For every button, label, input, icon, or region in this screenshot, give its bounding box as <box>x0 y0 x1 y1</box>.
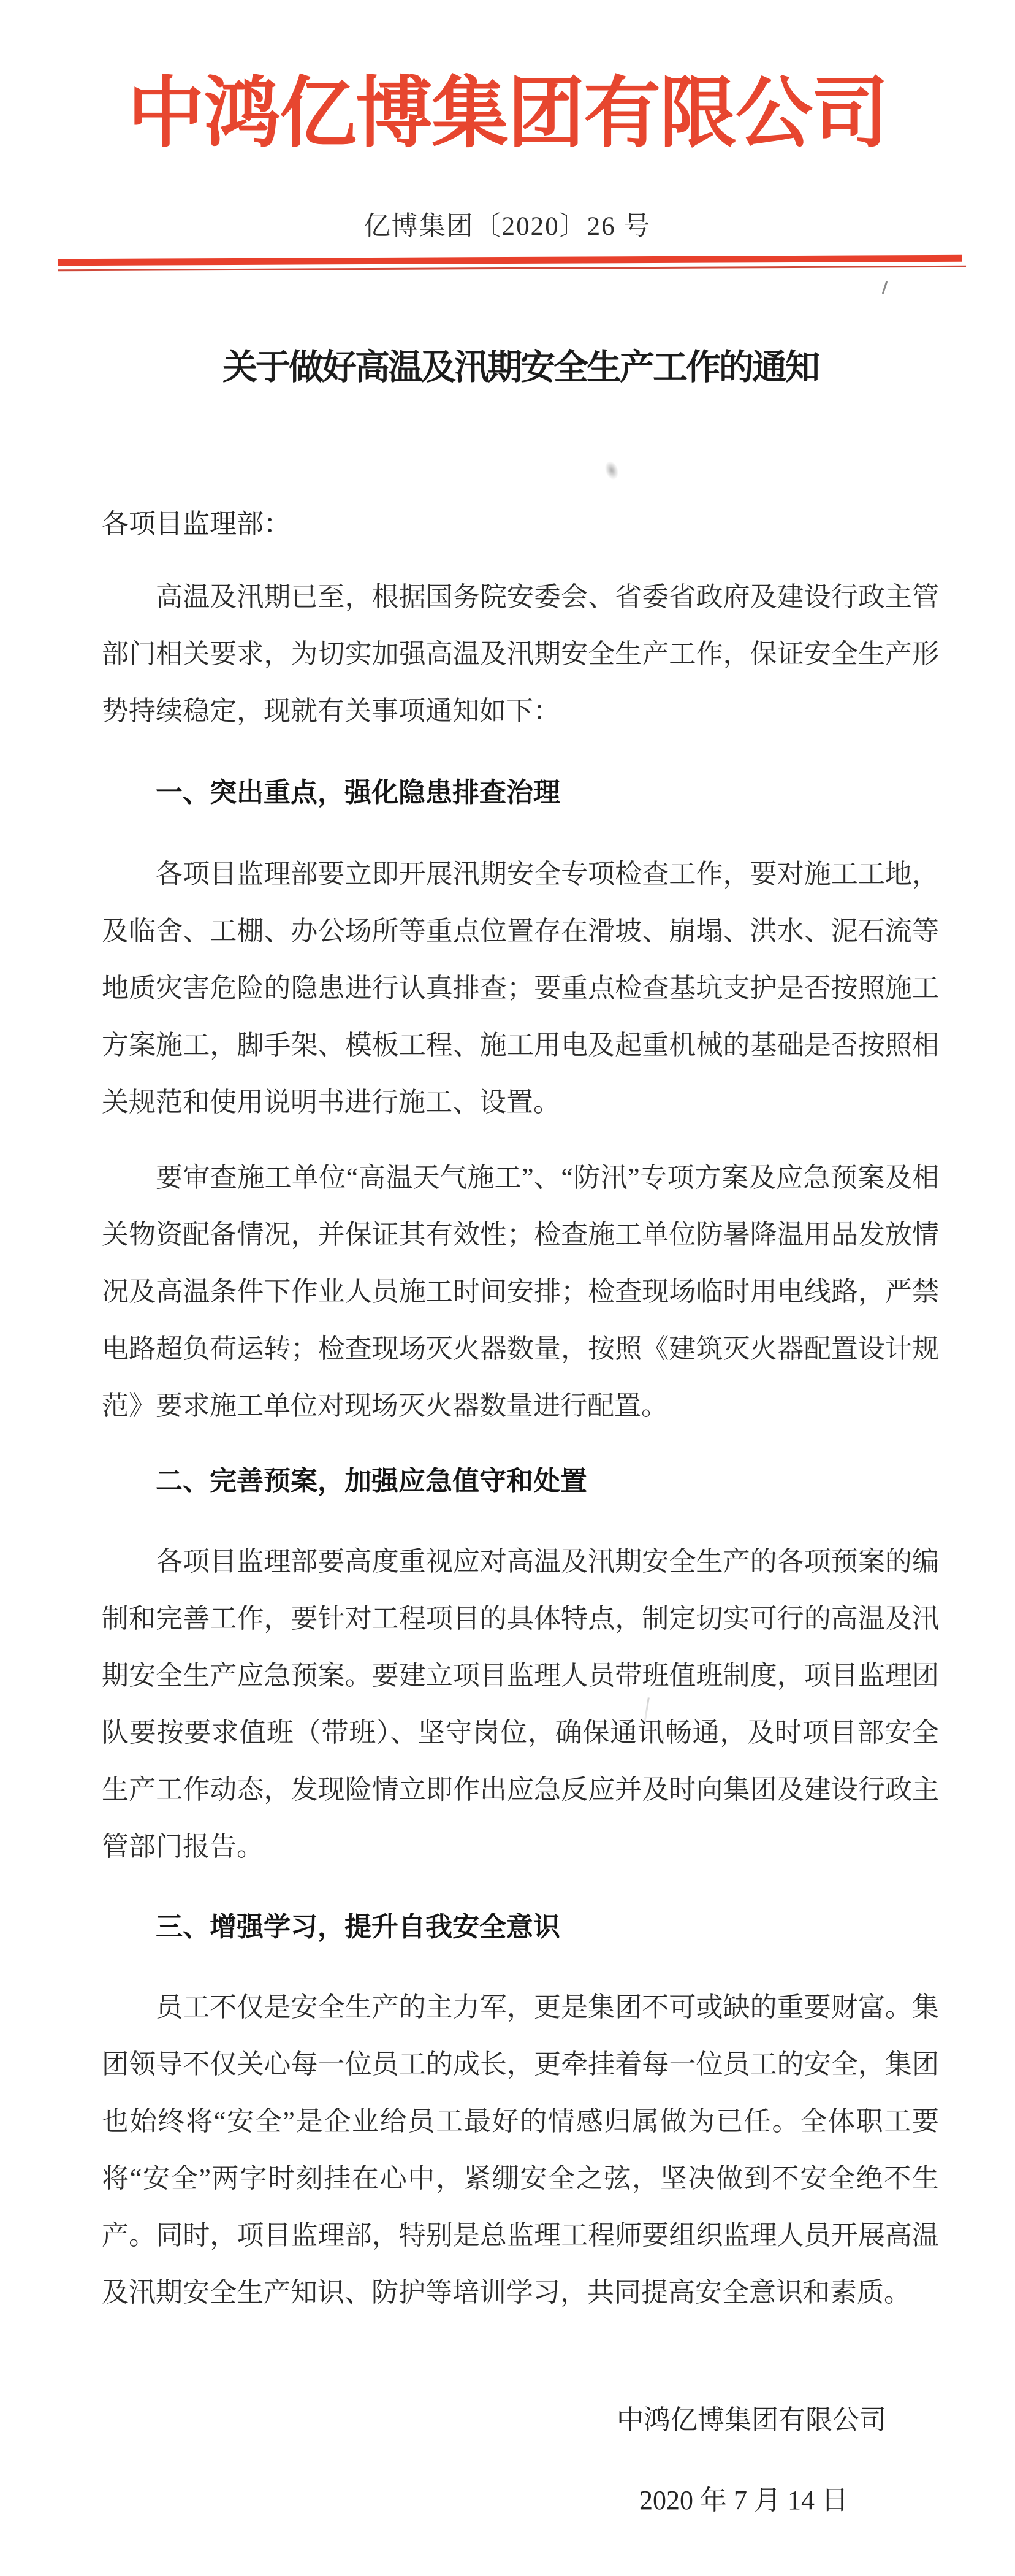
body-paragraph-intro: 高温及汛期已至，根据国务院安委会、省委省政府及建设行政主管部门相关要求，为切实加强高温及汛期安全生产工作，保证安全生产形势持续稳定，现就有关事项通知如下： <box>102 582 939 726</box>
red-separator-rule <box>58 255 962 271</box>
body-paragraph-inspection: 各项目监理部要立即开展汛期安全专项检查工作，要对施工工地，及临舍、工棚、办公场所等重点位置存在滑坡、崩塌、洪水、泥石流等地质灾害危险的隐患进行认真排查；要重点检查基坑支护是否按照施工方案施工，脚手架、模板工程、施工用电及起重机械的基础是否按照相关规范和使用说明书进行施工、设置。 <box>102 859 939 1117</box>
red-rule-thick <box>58 255 962 266</box>
scan-artifact-tick <box>882 281 888 294</box>
body-paragraph-review: 要审查施工单位“高温天气施工”、“防汛”专项方案及应急预案及相关物资配备情况，并保证其有效性；检查施工单位防暑降温用品发放情况及高温条件下作业人员施工时间安排；检查现场临时用电线路，严禁电路超负荷运转；检查现场灭火器数量，按照《建筑灭火器配置设计规范》要求施工单位对现场灭火器数量进行配置。 <box>102 1163 939 1421</box>
red-rule-thin <box>58 266 966 271</box>
document-body <box>102 343 939 2529</box>
signature-date: 2020 年 7 月 14 日 <box>639 2485 848 2515</box>
letterhead-company-name: 中鸿亿博集团有限公司 <box>127 72 888 157</box>
section-heading-3: 三、增强学习，提升自我安全意识 <box>156 1912 560 1942</box>
section-heading-2: 二、完善预案，加强应急值守和处置 <box>156 1466 587 1496</box>
body-paragraph-emergency-plan: 各项目监理部要高度重视应对高温及汛期安全生产的各项预案的编制和完善工作，要针对工程项目的具体特点，制定切实可行的高温及汛期安全生产应急预案。要建立项目监理人员带班值班制度，项目监理团队要按要求值班（带班）、坚守岗位，确保通讯畅通，及时项目部安全生产工作动态，发现险情立即作出应急反应并及时向集团及建设行政主管部门报告。 <box>102 1546 939 1862</box>
document-number: 亿博集团〔2020〕26 号 <box>363 212 652 241</box>
salutation: 各项目监理部： <box>102 509 291 539</box>
document-title: 关于做好高温及汛期安全生产工作的通知 <box>222 348 818 387</box>
section-heading-1: 一、突出重点，强化隐患排查治理 <box>156 778 560 808</box>
body-paragraph-training: 员工不仅是安全生产的主力军，更是集团不可或缺的重要财富。集团领导不仅关心每一位员工的成长，更牵挂着每一位员工的安全，集团也始终将“安全”是企业给员工最好的情感归属做为已任。全体职工要将“安全”两字时刻挂在心中，紧绷安全之弦，坚决做到不安全绝不生产。同时，项目监理部，特别是总监理工程师要组织监理人员开展高温及汛期安全生产知识、防护等培训学习，共同提高安全意识和素质。 <box>102 1992 939 2307</box>
signature-company: 中鸿亿博集团有限公司 <box>617 2405 886 2435</box>
